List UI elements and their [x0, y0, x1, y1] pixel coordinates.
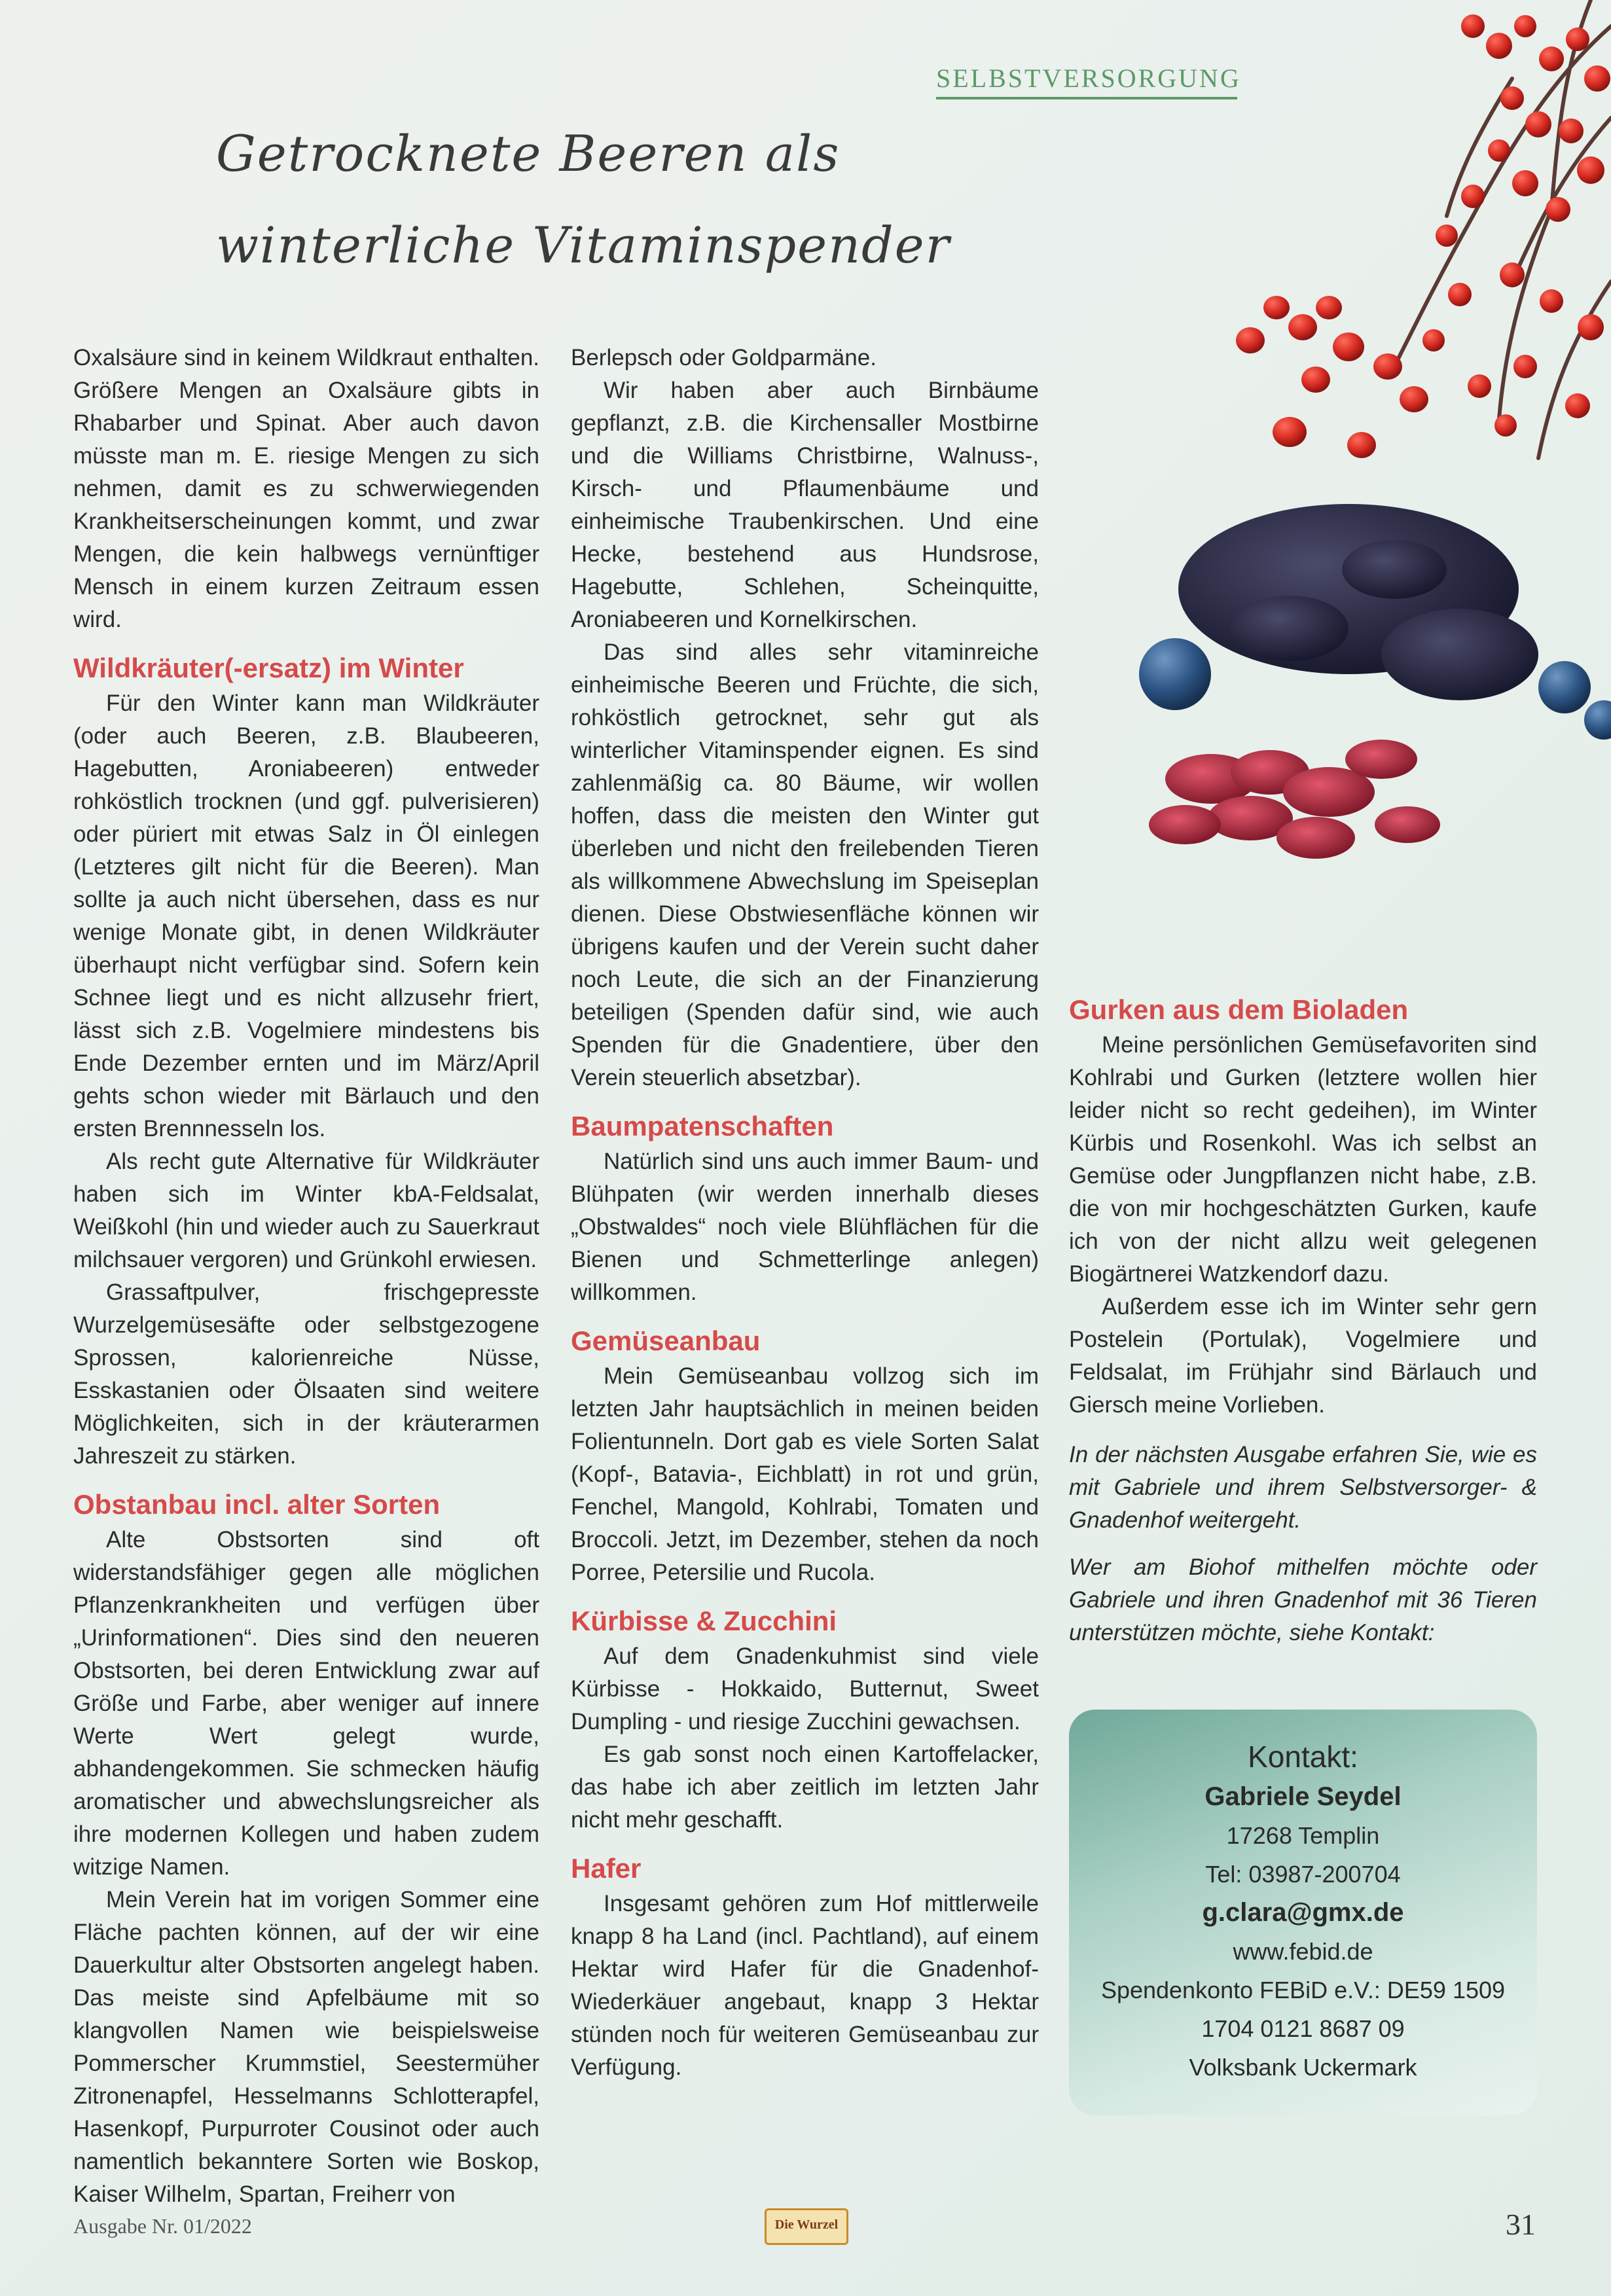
contact-account-line-2: 1704 0121 8687 09	[1201, 2015, 1405, 2042]
paragraph: Oxalsäure sind in keinem Wildkraut enthalten. Größere Mengen an Oxalsäure gibts in Rhabarber und Spinat. Aber auch davon müsste man m. E. riesige Mengen zu sich nehmen, damit es zu schwerwiegenden Krankheitserscheinungen kommt, und zwar Mengen, die kein halbwegs vernünftiger Mensch in einem kurzen Zeitraum essen wird.	[73, 345, 540, 632]
paragraph: Außerdem esse ich im Winter sehr gern Postelein (Portulak), Vogelmiere und Feldsalat, im Frühjahr sind Bärlauch und Giersch meine Vorlieben.	[1069, 1294, 1537, 1418]
paragraph: Als recht gute Alternative für Wildkräuter haben sich im Winter kbA-Feldsalat, Weißkohl (hin und wieder auch zu Sauerkraut milchsauer vergoren) und Grünkohl erwiesen.	[73, 1149, 539, 1272]
subheading: Hafer	[571, 1853, 642, 1884]
contact-phone: Tel: 03987-200704	[1205, 1861, 1401, 1888]
subheading: Kürbisse & Zucchini	[571, 1605, 837, 1636]
paragraph: Das sind alles sehr vitaminreiche einheimische Beeren und Früchte, die sich, rohköstlich getrocknet, sehr gut als winterlicher Vitaminspender eignen. Es sind zahlenmäßig ca. 80 Bäume, wir wollen hoffen, dass die meisten den Winter gut überleben und nicht den freilebenden Tieren als willkommene Abwechslung im Speiseplan dienen. Diese Obstwiesenfläche können wir übrigens kaufen und der Verein sucht daher noch Leute, die sich an der Finanzierung beteiligen (Spenden dafür sind, wie auch Spenden für die Gnadentiere, über den Verein steuerlich absetzbar).	[571, 639, 1039, 1090]
italic-note: In der nächsten Ausgabe erfahren Sie, wie es mit Gabriele und ihrem Selbstversorger- & Gnadenhof weitergeht.	[1069, 1442, 1537, 1533]
paragraph: Es gab sonst noch einen Kartoffelacker, das habe ich aber zeitlich im letzten Jahr nicht mehr geschafft.	[571, 1742, 1039, 1833]
paragraph: Alte Obstsorten sind oft widerstandsfähiger gegen alle möglichen Pflanzenkrankheiten und verfügen über „Urinformationen“. Dies sind den neueren Obstsorten, bei deren Entwicklung zwar auf Größe und Farbe, aber weniger auf innere Werte Wert gelegt wurde, abhandengekommen. Sie schmecken häufig aromatischer und abwechslungsreicher als ihre modernen Kollegen und haben zudem witzige Namen.	[73, 1527, 539, 1880]
subheading: Wildkräuter(-ersatz) im Winter	[73, 653, 464, 683]
contact-website[interactable]: www.febid.de	[1233, 1938, 1373, 1965]
paragraph: Insgesamt gehören zum Hof mittlerweile knapp 8 ha Land (incl. Pachtland), auf einem Hektar wird Hafer für die Gnadenhof-Wiederkäuer angebaut, knapp 3 Hektar stünden noch für weiteren Gemüseanbau zur Verfügung.	[571, 1891, 1039, 2080]
contact-name: Gabriele Seydel	[1204, 1782, 1402, 1811]
subheading: Baumpatenschaften	[571, 1111, 834, 1141]
contact-email[interactable]: g.clara@gmx.de	[1202, 1898, 1404, 1927]
contact-city: 17268 Templin	[1226, 1822, 1380, 1849]
paragraph: Mein Verein hat im vorigen Sommer eine Fläche pachten können, auf der wir eine Dauerkultur alter Obstsorten angelegt haben. Das meiste sind Apfelbäume mit so klangvollen Namen wie beispielsweise Pommerscher Krummstiel, Seestermüher Zitronenapfel, Hesselmanns Schlotterapfel, Hasenkopf, Purpurroter Cousinot oder auch namentlich bekanntere Sorten wie Boskop, Kaiser Wilhelm, Spartan, Freiherr von	[73, 1887, 539, 2207]
column-3	[1069, 992, 1537, 1649]
paragraph: Natürlich sind uns auch immer Baum- und Blühpaten (wir werden innerhalb dieses „Obstwaldes“ noch viele Blühflächen für die Bienen und Schmetterlinge anlegen) willkommen.	[571, 1149, 1039, 1305]
paragraph: Mein Gemüseanbau vollzog sich im letzten Jahr hauptsächlich in meinen beiden Folientunneln. Dort gab es viele Sorten Salat (Kopf-, Batavia-, Eichblatt) in rot und grün, Fenchel, Mangold, Kohlrabi, Tomaten und Broccoli. Jetzt, im Dezember, stehen da noch Porree, Petersilie und Rucola.	[571, 1363, 1039, 1585]
title-line-1: Getrocknete Beeren als	[216, 124, 841, 183]
subheading: Gurken aus dem Bioladen	[1069, 994, 1409, 1025]
subheading: Obstanbau incl. alter Sorten	[73, 1489, 441, 1520]
contact-account-line-1: Spendenkonto FEBiD e.V.: DE59 1509	[1100, 1977, 1506, 2003]
issue-number: Ausgabe Nr. 01/2022	[73, 2214, 252, 2238]
magazine-logo: Die Wurzel	[765, 2208, 848, 2245]
italic-note: Wer am Biohof mithelfen möchte oder Gabriele und ihren Gnadenhof mit 36 Tieren unterstützen möchte, siehe Kontakt:	[1069, 1554, 1537, 1645]
column-2	[571, 342, 1039, 2084]
paragraph: Wir haben aber auch Birnbäume gepflanzt, z.B. die Kirchensaller Mostbirne und die Williams Christbirne, Walnuss-, Kirsch- und Pflaumenbäume und einheimische Traubenkirschen. Und eine Hecke, bestehend aus Hundsrose, Hagebutte, Schlehen, Scheinquitte, Aroniabeeren und Kornelkirschen.	[571, 378, 1039, 632]
article-title	[216, 108, 969, 291]
page-number: 31	[1506, 2208, 1536, 2241]
paragraph: Berlepsch oder Goldparmäne.	[571, 345, 877, 370]
berries-photo	[1054, 0, 1611, 916]
paragraph: Meine persönlichen Gemüsefavoriten sind Kohlrabi und Gurken (letztere wollen hier leider nicht so recht gedeihen), im Winter Kürbis und Rosenkohl. Was ich selbst an Gemüse oder Jungpflanzen nicht habe, z.B. die von mir hochgeschätzten Gurken, kaufe ich von der nicht allzu weit gelegenen Biogärtnerei Watzkendorf dazu.	[1069, 1032, 1537, 1287]
column-1	[73, 342, 539, 2211]
section-label: SELBSTVERSORGUNG	[936, 63, 1241, 93]
contact-heading: Kontakt:	[1248, 1740, 1358, 1774]
title-line-2: winterliche Vitaminspender	[216, 216, 950, 274]
paragraph: Grassaftpulver, frischgepresste Wurzelgemüsesäfte oder selbstgezogene Sprossen, kalorienreiche Nüsse, Esskastanien oder Ölsaaten sind weitere Möglichkeiten, sich in der kräuterarmen Jahreszeit zu stärken.	[73, 1280, 539, 1469]
contact-bank: Volksbank Uckermark	[1189, 2054, 1417, 2081]
subheading: Gemüseanbau	[571, 1325, 761, 1356]
paragraph: Auf dem Gnadenkuhmist sind viele Kürbisse - Hokkaido, Butternut, Sweet Dumpling - und riesige Zucchini gewachsen.	[571, 1643, 1039, 1734]
contact-box	[1069, 1710, 1537, 2115]
paragraph: Für den Winter kann man Wildkräuter (oder auch Beeren, z.B. Blaubeeren, Hagebutten, Aroniabeeren) entweder rohköstlich trocknen (und ggf. pulverisieren) oder püriert mit etwas Salz in Öl einlegen (Letzteres gilt nicht für die Beeren). Man sollte ja auch nicht übersehen, dass es nur wenige Monate gibt, in denen Wildkräuter überhaupt nicht verfügbar sind. Sofern kein Schnee liegt und es nicht allzusehr friert, lässt sich z.B. Vogelmiere mindestens bis Ende Dezember ernten und im März/April gehts schon wieder mit Bärlauch und den ersten Brennnesseln los.	[73, 691, 539, 1141]
